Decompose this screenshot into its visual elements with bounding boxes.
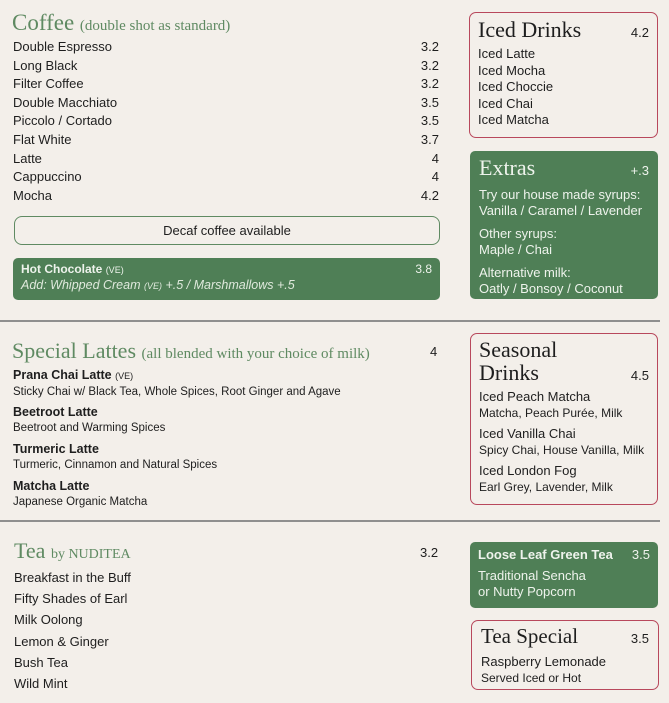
- addon-prefix: Add: Whipped Cream: [21, 278, 141, 292]
- item-name: Long Black: [13, 57, 78, 73]
- item-name: Prana Chai Latte: [13, 368, 112, 382]
- item-name: Cappuccino: [13, 169, 82, 185]
- coffee-list: [13, 38, 439, 205]
- list-item: Iced Latte: [478, 46, 536, 61]
- item-desc: Earl Grey, Lavender, Milk: [479, 480, 613, 494]
- special-lattes-price: 4: [430, 344, 438, 359]
- iced-drinks-list: [478, 46, 649, 129]
- other-syrups-label: Other syrups:: [479, 226, 558, 241]
- tea-title: Tea: [14, 538, 46, 563]
- seasonal-price: 4.5: [630, 368, 649, 383]
- addon-rest: +.5 / Marshmallows +.5: [165, 278, 295, 292]
- list-item: Iced Mocha: [478, 62, 546, 78]
- vegan-tag: (VE): [144, 281, 162, 291]
- list-item: Iced Chai: [478, 95, 533, 111]
- list-item: Breakfast in the Buff: [14, 570, 131, 585]
- list-item: [479, 389, 649, 421]
- item-price: 3.2: [420, 39, 439, 54]
- item-price: 3.5: [420, 94, 439, 110]
- item-price: 3.2: [420, 57, 439, 73]
- hot-chocolate-label: Hot Chocolate: [21, 262, 103, 276]
- list-item: [13, 367, 443, 404]
- section-divider: [0, 320, 660, 322]
- special-lattes-title: Special Lattes: [12, 338, 137, 363]
- list-item: Fifty Shades of Earl: [14, 591, 128, 607]
- hot-chocolate-addons: [21, 278, 432, 292]
- item-price: 4: [431, 169, 439, 185]
- list-item: Iced Matcha: [478, 112, 549, 127]
- item-name: Double Macchiato: [13, 94, 118, 110]
- item-name: Filter Coffee: [13, 76, 84, 92]
- tea-list: [14, 567, 131, 694]
- special-lattes-list: [13, 367, 443, 515]
- vegan-tag: (VE): [105, 265, 124, 275]
- item-price: 3.5: [420, 113, 439, 129]
- house-syrups-label: Try our house made syrups:: [479, 187, 641, 202]
- item-name: Flat White: [13, 131, 72, 147]
- hot-chocolate-name: [21, 262, 124, 276]
- coffee-title: Coffee: [12, 10, 75, 35]
- list-item: Wild Mint: [14, 675, 68, 691]
- list-item: [13, 441, 443, 478]
- item-name: Iced Peach Matcha: [479, 389, 591, 404]
- menu-item: [13, 112, 439, 131]
- other-syrups-list: Maple / Chai: [479, 242, 552, 257]
- item-name: Double Espresso: [13, 39, 112, 54]
- menu-item: [13, 150, 439, 169]
- menu-item: [13, 38, 439, 57]
- item-desc: Turmeric, Cinnamon and Natural Spices: [13, 459, 218, 471]
- list-item: Lemon & Ginger: [14, 633, 109, 649]
- item-desc: Spicy Chai, House Vanilla, Milk: [479, 443, 645, 457]
- special-lattes-subtitle: (all blended with your choice of milk): [141, 346, 370, 362]
- extras-price: +.3: [630, 163, 649, 178]
- list-item: Milk Oolong: [14, 612, 83, 628]
- special-lattes-heading: [12, 338, 370, 364]
- tea-subtitle: by NUDITEA: [50, 547, 131, 562]
- item-price: 4.2: [420, 187, 439, 203]
- house-syrups-list: Vanilla / Caramel / Lavender: [479, 203, 643, 218]
- iced-drinks-title: Iced Drinks: [478, 17, 582, 42]
- item-name: Iced London Fog: [479, 463, 577, 478]
- tea-special-name: Raspberry Lemonade: [481, 654, 607, 669]
- hot-chocolate-box: [13, 258, 440, 300]
- list-item: [479, 426, 649, 458]
- tea-heading: [14, 538, 131, 564]
- alt-milk-label: Alternative milk:: [479, 265, 571, 280]
- item-name: Matcha Latte: [13, 479, 90, 493]
- loose-leaf-box: [470, 542, 658, 608]
- tea-special-box: [471, 620, 659, 690]
- iced-drinks-price: 4.2: [630, 25, 649, 40]
- tea-special-title: Tea Special: [481, 624, 579, 648]
- section-divider: [0, 520, 660, 522]
- menu-item: [13, 187, 439, 206]
- menu-item: [13, 57, 439, 76]
- decaf-note: Decaf coffee available: [14, 216, 440, 245]
- extras-title: Extras: [479, 155, 536, 180]
- item-name: Beetroot Latte: [13, 405, 98, 419]
- tea-special-desc: Served Iced or Hot: [481, 671, 582, 685]
- item-desc: Sticky Chai w/ Black Tea, Whole Spices, Root Ginger and Agave: [13, 386, 341, 398]
- seasonal-title-line2: Drinks: [479, 360, 539, 385]
- loose-leaf-name: Loose Leaf Green Tea: [478, 547, 613, 562]
- coffee-heading: [12, 10, 230, 36]
- item-desc: Matcha, Peach Purée, Milk: [479, 406, 623, 420]
- item-name: Turmeric Latte: [13, 442, 99, 456]
- tea-special-price: 3.5: [630, 631, 649, 646]
- item-desc: Beetroot and Warming Spices: [13, 422, 166, 434]
- loose-leaf-line2: or Nutty Popcorn: [478, 584, 576, 599]
- loose-leaf-line1: Traditional Sencha: [478, 567, 586, 583]
- list-item: [479, 463, 649, 495]
- item-desc: Japanese Organic Matcha: [13, 496, 148, 508]
- menu-item: [13, 94, 439, 113]
- menu-item: [13, 75, 439, 94]
- coffee-subtitle: (double shot as standard): [79, 18, 231, 34]
- menu-item: [13, 168, 439, 187]
- seasonal-drinks-box: [470, 333, 658, 505]
- item-name: Mocha: [13, 187, 53, 203]
- item-name: Latte: [13, 150, 42, 166]
- seasonal-title-line1: Seasonal: [479, 337, 558, 362]
- list-item: Iced Choccie: [478, 79, 554, 94]
- hot-chocolate-price: 3.8: [415, 262, 432, 276]
- vegan-tag: (VE): [115, 371, 134, 381]
- alt-milk-list: Oatly / Bonsoy / Coconut: [479, 281, 623, 296]
- item-price: 3.2: [420, 76, 439, 92]
- list-item: Bush Tea: [14, 654, 68, 670]
- list-item: [13, 404, 443, 441]
- iced-drinks-box: [469, 12, 658, 138]
- item-price: 3.7: [420, 131, 439, 147]
- extras-box: [470, 151, 658, 299]
- tea-price: 3.2: [420, 545, 439, 560]
- loose-leaf-price: 3.5: [631, 547, 650, 562]
- menu-item: [13, 131, 439, 150]
- list-item: [13, 478, 443, 515]
- item-name: Iced Vanilla Chai: [479, 426, 576, 441]
- item-name: Piccolo / Cortado: [13, 113, 112, 129]
- item-price: 4: [431, 150, 439, 166]
